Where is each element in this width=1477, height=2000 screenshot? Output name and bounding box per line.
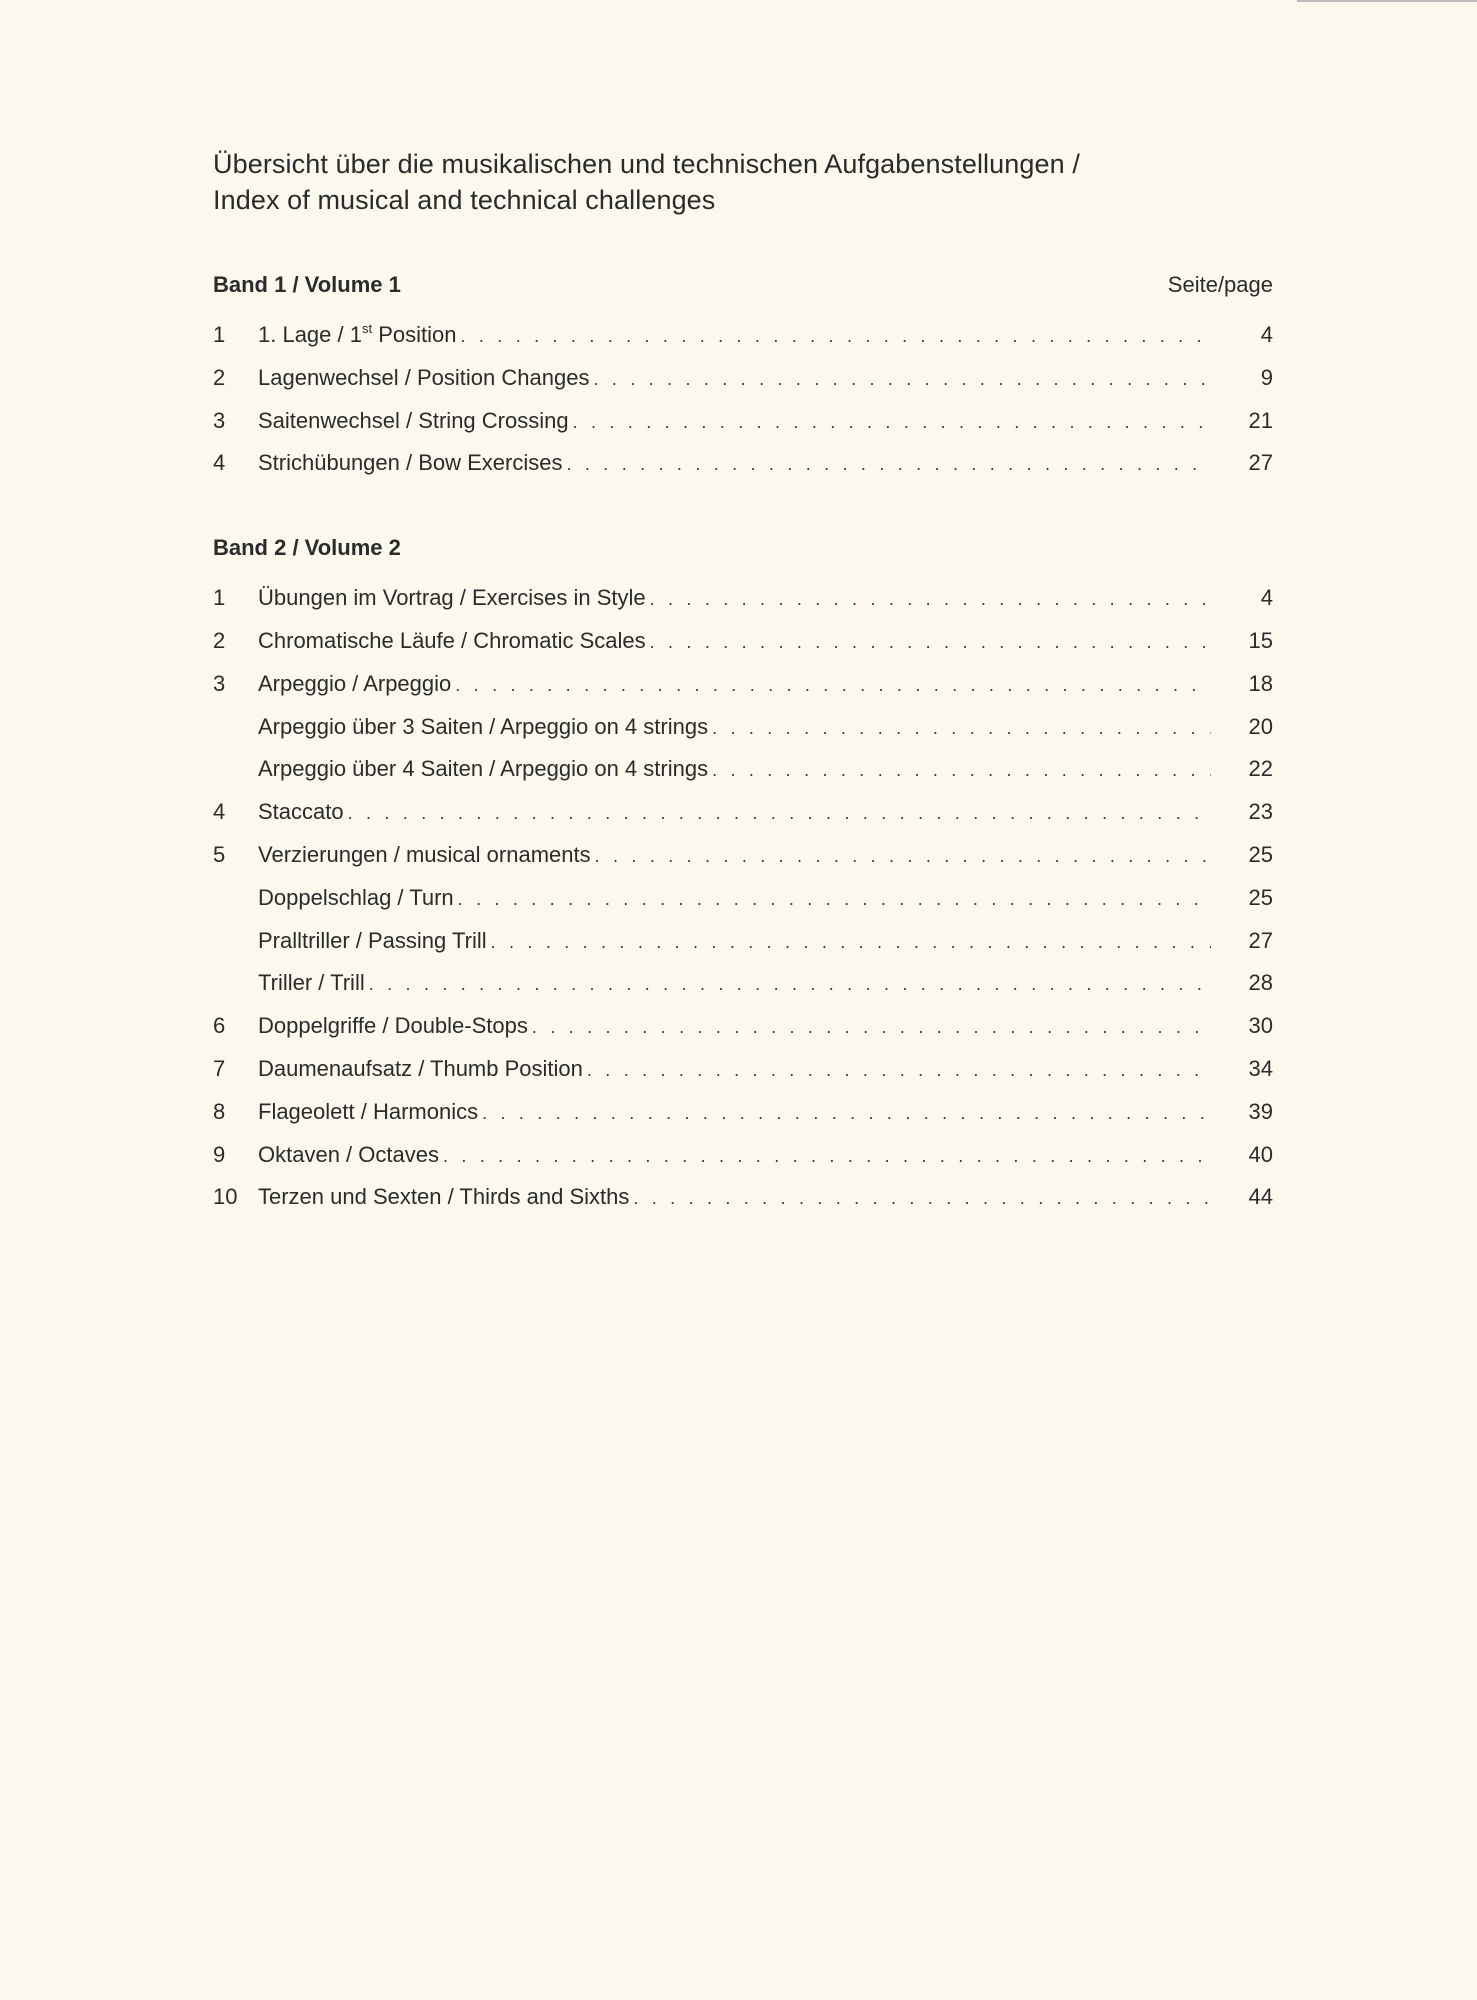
entry-page-number: 25 bbox=[1248, 884, 1273, 910]
dot-leader bbox=[532, 1006, 1211, 1049]
dot-leader bbox=[712, 707, 1211, 750]
toc-entry[interactable] bbox=[213, 834, 1273, 877]
toc-entry[interactable] bbox=[213, 1091, 1273, 1134]
dot-leader bbox=[455, 664, 1211, 707]
toc-entry[interactable] bbox=[213, 400, 1273, 443]
entry-label: Übungen im Vortrag / Exercises in Style bbox=[258, 585, 646, 611]
dot-leader bbox=[587, 1049, 1211, 1092]
entry-label: Lagenwechsel / Position Changes bbox=[258, 364, 590, 390]
entry-label: Terzen und Sexten / Thirds and Sixths bbox=[258, 1184, 630, 1210]
entry-page-number: 30 bbox=[1248, 1013, 1273, 1039]
entry-label: Daumenaufsatz / Thumb Position bbox=[258, 1055, 583, 1081]
toc-entry[interactable] bbox=[213, 748, 1273, 791]
entry-page-number: 23 bbox=[1248, 799, 1273, 825]
entry-label: Doppelschlag / Turn bbox=[258, 884, 454, 910]
entry-page-number: 21 bbox=[1248, 407, 1273, 433]
entry-label: Arpeggio über 4 Saiten / Arpeggio on 4 strings bbox=[258, 756, 709, 782]
entry-page-number: 9 bbox=[1260, 364, 1273, 390]
entry-page-number: 20 bbox=[1248, 713, 1273, 739]
entry-label: Chromatische Läufe / Chromatic Scales bbox=[258, 627, 646, 653]
toc-entry[interactable] bbox=[213, 663, 1273, 706]
entry-number: 3 bbox=[213, 670, 226, 696]
entry-number: 10 bbox=[213, 1184, 238, 1210]
toc-entry[interactable] bbox=[213, 962, 1273, 1005]
entry-number: 4 bbox=[213, 799, 226, 825]
top-edge-line bbox=[1297, 0, 1477, 2]
entry-label-part: Position bbox=[372, 322, 457, 347]
dot-leader bbox=[593, 358, 1211, 401]
dot-leader bbox=[482, 1092, 1211, 1135]
entry-page-number: 40 bbox=[1248, 1141, 1273, 1167]
volume-1-section bbox=[213, 272, 1273, 485]
toc-entry[interactable] bbox=[213, 791, 1273, 834]
entry-label: Flageolett / Harmonics bbox=[258, 1098, 479, 1124]
toc-entry[interactable] bbox=[213, 1048, 1273, 1091]
dot-leader bbox=[595, 835, 1211, 878]
entry-page-number: 15 bbox=[1248, 627, 1273, 653]
entry-page-number: 22 bbox=[1248, 756, 1273, 782]
dot-leader bbox=[443, 1135, 1211, 1178]
entry-number: 7 bbox=[213, 1055, 226, 1081]
entry-label: Staccato bbox=[258, 799, 344, 825]
toc-entry[interactable] bbox=[213, 706, 1273, 749]
page-column-label: Seite/page bbox=[1167, 272, 1273, 297]
entry-number: 3 bbox=[213, 407, 226, 433]
entry-number: 8 bbox=[213, 1098, 226, 1124]
entry-page-number: 28 bbox=[1248, 970, 1273, 996]
dot-leader bbox=[650, 578, 1211, 621]
entry-number: 1 bbox=[213, 585, 226, 611]
entry-page-number: 27 bbox=[1248, 450, 1273, 476]
dot-leader bbox=[369, 963, 1211, 1006]
entry-label: Arpeggio / Arpeggio bbox=[258, 670, 452, 696]
toc-entry[interactable] bbox=[213, 314, 1273, 357]
entry-label: Pralltriller / Passing Trill bbox=[258, 927, 487, 953]
entry-number: 5 bbox=[213, 841, 226, 867]
entry-page-number: 18 bbox=[1248, 670, 1273, 696]
title-line-german: Übersicht über die musikalischen und technischen Aufgabenstellungen / bbox=[213, 149, 1080, 179]
entry-page-number: 4 bbox=[1260, 585, 1273, 611]
entry-label: Saitenwechsel / String Crossing bbox=[258, 407, 569, 433]
entry-label: Oktaven / Octaves bbox=[258, 1141, 439, 1167]
dot-leader bbox=[633, 1177, 1211, 1220]
entry-page-number: 4 bbox=[1260, 322, 1273, 347]
entry-number: 6 bbox=[213, 1013, 226, 1039]
entry-label: Triller / Trill bbox=[258, 970, 365, 996]
entry-number: 2 bbox=[213, 627, 226, 653]
toc-entry[interactable] bbox=[213, 357, 1273, 400]
entry-page-number: 25 bbox=[1248, 841, 1273, 867]
volume-2-section bbox=[213, 535, 1273, 1219]
index-page bbox=[213, 146, 1273, 1219]
entry-page-number: 34 bbox=[1248, 1055, 1273, 1081]
toc-entry[interactable] bbox=[213, 1005, 1273, 1048]
toc-entry[interactable] bbox=[213, 877, 1273, 920]
dot-leader bbox=[712, 749, 1211, 792]
entry-label-superscript: st bbox=[361, 321, 373, 336]
toc-entry[interactable] bbox=[213, 1176, 1273, 1219]
toc-entry[interactable] bbox=[213, 620, 1273, 663]
entry-label: Doppelgriffe / Double-Stops bbox=[258, 1013, 528, 1039]
entry-label: Arpeggio über 3 Saiten / Arpeggio on 4 strings bbox=[258, 713, 709, 739]
title-line-english: Index of musical and technical challenges bbox=[213, 185, 716, 215]
volume-2-header bbox=[213, 535, 1273, 577]
entry-number: 2 bbox=[213, 364, 226, 390]
entry-label: Verzierungen / musical ornaments bbox=[258, 841, 591, 867]
page-title bbox=[213, 146, 1273, 218]
entry-page-number: 39 bbox=[1248, 1098, 1273, 1124]
toc-entry[interactable] bbox=[213, 1134, 1273, 1177]
entry-number: 4 bbox=[213, 450, 226, 476]
entry-page-number: 44 bbox=[1248, 1184, 1273, 1210]
volume-2-title: Band 2 / Volume 2 bbox=[213, 535, 401, 561]
entry-label: Strichübungen / Bow Exercises bbox=[258, 450, 563, 476]
dot-leader bbox=[491, 921, 1211, 964]
entry-page-number: 27 bbox=[1248, 927, 1273, 953]
entry-label-part: 1. Lage / 1 bbox=[258, 322, 362, 347]
dot-leader bbox=[458, 878, 1211, 921]
volume-1-header bbox=[213, 272, 1273, 314]
toc-entry[interactable] bbox=[213, 577, 1273, 620]
volume-1-title: Band 1 / Volume 1 bbox=[213, 272, 401, 297]
dot-leader bbox=[348, 792, 1211, 835]
entry-number: 1 bbox=[213, 322, 226, 347]
toc-entry[interactable] bbox=[213, 442, 1273, 485]
dot-leader bbox=[650, 621, 1211, 664]
dot-leader bbox=[573, 401, 1211, 444]
dot-leader bbox=[567, 443, 1212, 486]
entry-number: 9 bbox=[213, 1141, 226, 1167]
entry-label bbox=[258, 314, 457, 357]
dot-leader bbox=[461, 315, 1212, 358]
toc-entry[interactable] bbox=[213, 920, 1273, 963]
